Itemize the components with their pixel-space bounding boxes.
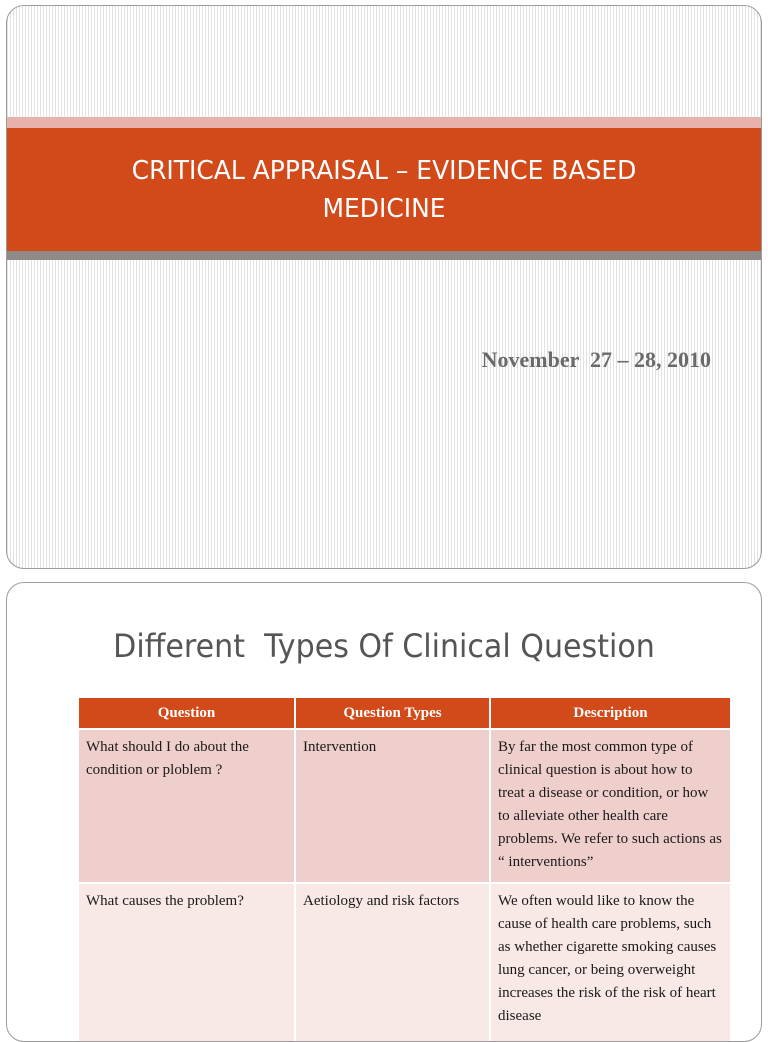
- title-band: [7, 128, 761, 251]
- slide-title: CRITICAL APPRAISAL – EVIDENCE BASED MEDICINE: [131, 155, 637, 224]
- table-row: [79, 883, 730, 1042]
- question-types-table: [79, 698, 730, 1042]
- table-header-row: [79, 698, 730, 729]
- column-header-description: Description: [490, 698, 730, 729]
- cell-question-type: Aetiology and risk factors: [295, 883, 490, 1042]
- cell-description: We often would like to know the cause of health care problems, such as whether cigarette smoking causes lung cancer, or being overweight increases the risk of the risk of heart disease: [490, 883, 730, 1042]
- cell-question: What should I do about the condition or ploblem ?: [79, 729, 295, 883]
- table-row: [79, 729, 730, 883]
- title-accent-strip-bottom: [7, 251, 761, 260]
- column-header-question-types: Question Types: [295, 698, 490, 729]
- slide-date: November 27 – 28, 2010: [481, 347, 711, 372]
- column-header-question: Question: [79, 698, 295, 729]
- cell-question-type: Intervention: [295, 729, 490, 883]
- cell-description: By far the most common type of clinical question is about how to treat a disease or condition, or how to alleviate other health care problems. We refer to such actions as “ interventions”: [490, 729, 730, 883]
- cell-question: What causes the problem?: [79, 883, 295, 1042]
- slide-heading: Different Types Of Clinical Question: [113, 627, 655, 665]
- title-accent-strip-top: [7, 117, 761, 128]
- question-types-slide: [6, 582, 762, 1042]
- title-slide: [6, 5, 762, 569]
